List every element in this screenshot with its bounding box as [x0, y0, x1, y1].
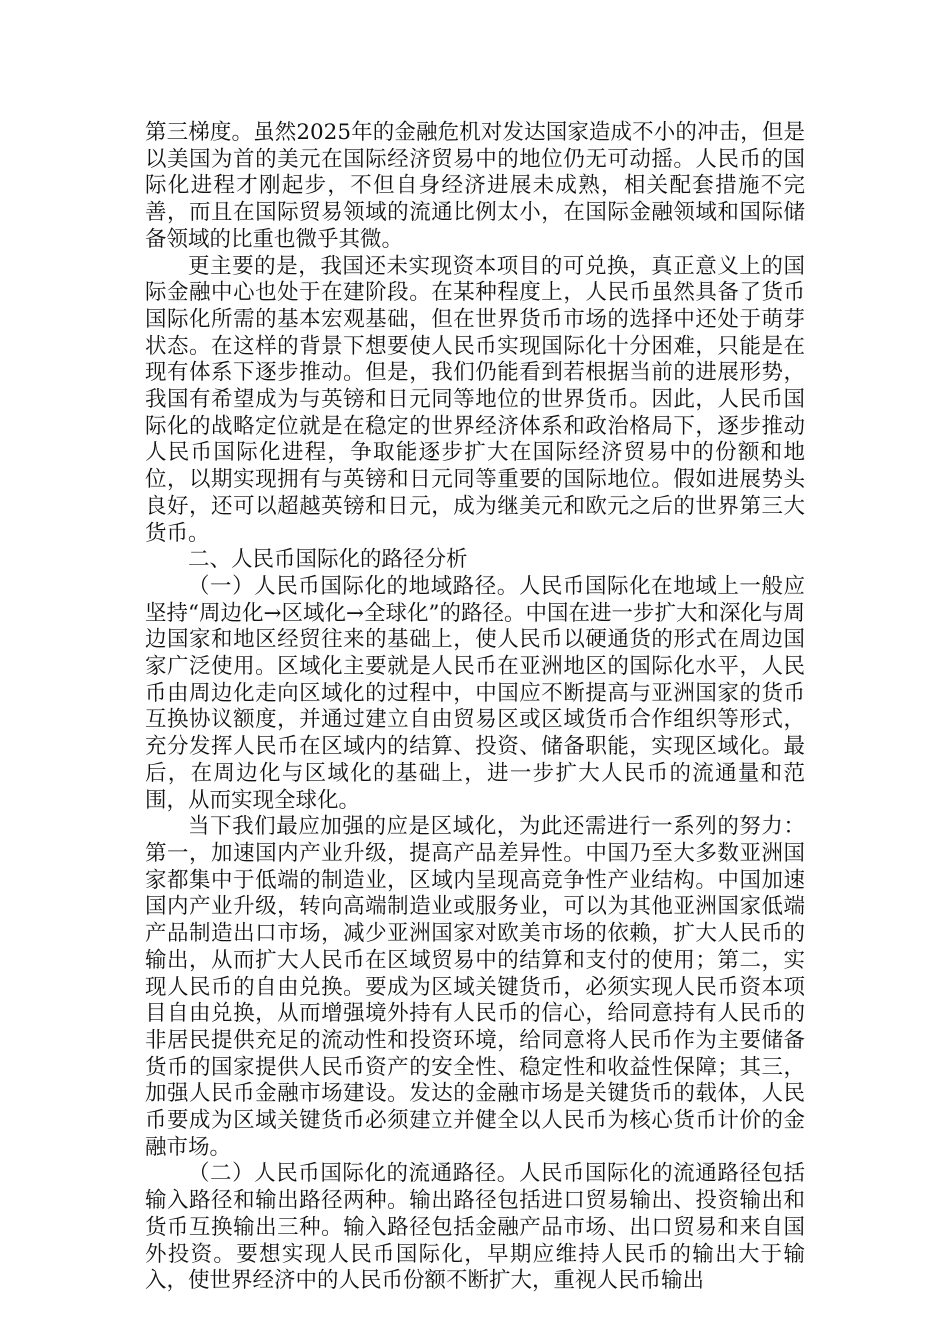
paragraph-continued: 第三梯度。虽然2025年的金融危机对发达国家造成不小的冲击，但是以美国为首的美元在国际经济贸易中的地位仍无可动摇。人民币的国际化进程才刚起步，不但自身经济进展未成熟，相关配套措施不完善，而且在国际贸易领域的流通比例太小，在国际金融领域和国际储备领域的比重也微乎其微。 [145, 120, 805, 252]
paragraph-regionalization-efforts: 当下我们最应加强的应是区域化，为此还需进行一系列的努力：第一，加速国内产业升级，提高产品差异性。中国乃至大多数亚洲国家都集中于低端的制造业，区域内呈现高竞争性产业结构。中国加速国内产业升级，转向高端制造业或服务业，可以为其他亚洲国家低端产品制造出口市场，减少亚洲国家对欧美市场的依赖，扩大人民币的输出，从而扩大人民币在区域贸易中的结算和支付的使用；第二，实现人民币的自由兑换。要成为区域关键货币，必须实现人民币资本项目自由兑换，从而增强境外持有人民币的信心，给同意持有人民币的非居民提供充足的流动性和投资环境，给同意将人民币作为主要储备货币的国家提供人民币资产的安全性、稳定性和收益性保障；其三，加强人民币金融市场建设。发达的金融市场是关键货币的载体，人民币要成为区域关键货币必须建立并健全以人民币为核心货币计价的金融市场。 [145, 814, 805, 1160]
paragraph-regional-path: （一）人民币国际化的地域路径。人民币国际化在地域上一般应坚持“周边化→区域化→全球化”的路径。中国在进一步扩大和深化与周边国家和地区经贸往来的基础上，使人民币以硬通货的形式在周边国家广泛使用。区域化主要就是人民币在亚洲地区的国际化水平，人民币由周边化走向区域化的过程中，中国应不断提高与亚洲国家的货币互换协议额度，并通过建立自由贸易区或区域货币合作组织等形式，充分发挥人民币在区域内的结算、投资、储备职能，实现区域化。最后，在周边化与区域化的基础上，进一步扩大人民币的流通量和范围，从而实现全球化。 [145, 573, 806, 813]
document-body [145, 120, 805, 1295]
section-heading-path-analysis: 二、人民币国际化的路径分析 [188, 547, 468, 573]
paragraph-capital-account: 更主要的是，我国还未实现资本项目的可兑换，真正意义上的国际金融中心也处于在建阶段。在某种程度上，人民币虽然具备了货币国际化所需的基本宏观基础，但在世界货币市场的选择中还处于萌芽状态。在这样的背景下想要使人民币实现国际化十分困难，只能是在现有体系下逐步推动。但是，我们仍能看到若根据当前的进展形势，我国有希望成为与英镑和日元同等地位的世界货币。因此，人民币国际化的战略定位就是在稳定的世界经济体系和政治格局下，逐步推动人民币国际化进程，争取能逐步扩大在国际经济贸易中的份额和地位，以期实现拥有与英镑和日元同等重要的国际地位。假如进展势头良好，还可以超越英镑和日元，成为继美元和欧元之后的世界第三大货币。 [145, 253, 805, 546]
paragraph-circulation-path: （二）人民币国际化的流通路径。人民币国际化的流通路径包括输入路径和输出路径两种。输出路径包括进口贸易输出、投资输出和货币互换输出三种。输入路径包括金融产品市场、出口贸易和来自国外投资。要想实现人民币国际化，早期应维持人民币的输出大于输入，使世界经济中的人民币份额不断扩大，重视人民币输出 [145, 1161, 805, 1294]
